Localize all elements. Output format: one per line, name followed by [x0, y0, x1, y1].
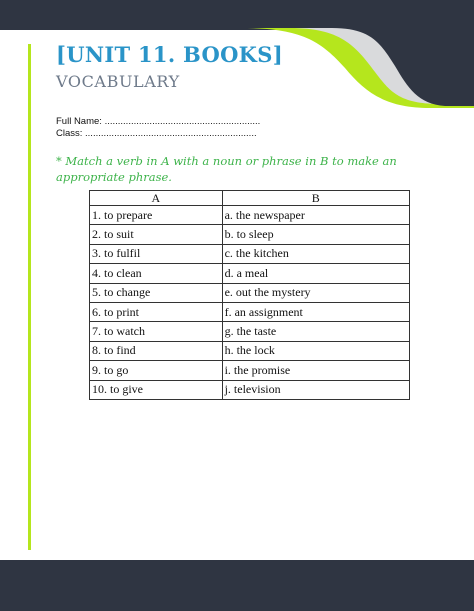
instruction-text: * Match a verb in A with a noun or phrase in B to make an appropriate phrase. [56, 154, 397, 184]
table-row [90, 302, 410, 321]
vocabulary-table [89, 190, 410, 400]
cell-b: d. a meal [222, 264, 409, 283]
table-row [90, 283, 410, 302]
table-row [90, 206, 410, 225]
cell-a: 7. to watch [90, 322, 223, 341]
cell-b: e. out the mystery [222, 283, 409, 302]
cell-b: c. the kitchen [222, 244, 409, 263]
cell-a: 6. to print [90, 302, 223, 321]
table-row [90, 322, 410, 341]
footer-bar [0, 560, 474, 611]
cell-b: g. the taste [222, 322, 409, 341]
cell-a: 1. to prepare [90, 206, 223, 225]
side-accent-line [28, 44, 31, 550]
page-title: [UNIT 11. BOOKS] [56, 42, 283, 67]
cell-a: 8. to find [90, 341, 223, 360]
cell-b: h. the lock [222, 341, 409, 360]
cell-a: 3. to fulfil [90, 244, 223, 263]
cell-a: 4. to clean [90, 264, 223, 283]
cell-a: 2. to suit [90, 225, 223, 244]
cell-a: 5. to change [90, 283, 223, 302]
cell-b: i. the promise [222, 361, 409, 380]
cell-b: b. to sleep [222, 225, 409, 244]
cell-b: a. the newspaper [222, 206, 409, 225]
table-row [90, 244, 410, 263]
page-subtitle: VOCABULARY [56, 72, 180, 91]
class-field[interactable]: Class: ................................................................. [56, 128, 257, 139]
cell-a: 10. to give [90, 380, 223, 399]
table-row [90, 341, 410, 360]
table-row [90, 361, 410, 380]
cell-a: 9. to go [90, 361, 223, 380]
cell-b: j. television [222, 380, 409, 399]
column-header-a: A [90, 191, 223, 206]
column-header-b: B [222, 191, 409, 206]
table-row [90, 264, 410, 283]
table-row [90, 225, 410, 244]
table-row [90, 380, 410, 399]
table-header-row [90, 191, 410, 206]
cell-b: f. an assignment [222, 302, 409, 321]
full-name-field[interactable]: Full Name: ........................................................... [56, 116, 261, 127]
